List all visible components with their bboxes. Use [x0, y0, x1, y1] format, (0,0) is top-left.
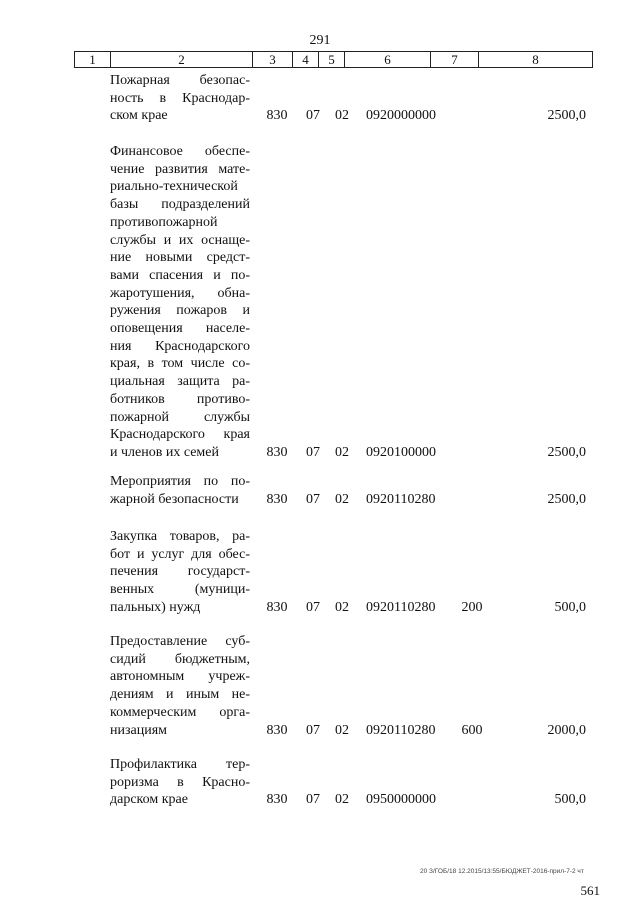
- description-line: венных (муници-: [110, 582, 250, 598]
- description-line: службы и их оснаще-: [110, 232, 250, 248]
- description-line: жаротушения, обна-: [110, 285, 250, 301]
- cell-c3: 830: [266, 792, 288, 808]
- row-description: [110, 143, 250, 462]
- cell-c8: 500,0: [554, 792, 586, 808]
- row-description: [110, 473, 250, 508]
- row-description: [110, 528, 250, 617]
- description-line: края, в том числе со-: [110, 356, 250, 372]
- cell-c8: 2500,0: [547, 491, 586, 507]
- cell-c8: 2500,0: [547, 108, 586, 124]
- cell-c4: 07: [306, 491, 320, 507]
- cell-c3: 830: [266, 722, 288, 738]
- header-col-8: 8: [479, 52, 593, 68]
- description-line: печения государст-: [110, 564, 250, 580]
- description-line: пожарной службы: [110, 409, 250, 425]
- page-number: 291: [309, 33, 331, 48]
- description-line: чение развития мате-: [110, 161, 250, 177]
- description-line: ружения пожаров и: [110, 303, 250, 319]
- description-line: ния Краснодарского: [110, 338, 250, 354]
- description-line: ность в Краснодар-: [110, 90, 250, 106]
- description-line: коммерческим орга-: [110, 704, 250, 720]
- column-header-table: [74, 51, 593, 68]
- description-line: и членов их семей: [110, 444, 219, 460]
- description-line: дениям и иным не-: [110, 687, 250, 703]
- header-col-7: 7: [431, 52, 479, 68]
- cell-c6: 0920110280: [366, 722, 436, 738]
- cell-c5: 02: [335, 491, 349, 507]
- cell-c3: 830: [266, 108, 288, 124]
- cell-c4: 07: [306, 792, 320, 808]
- description-line: Закупка товаров, ра-: [110, 529, 250, 544]
- cell-c6: 0920100000: [366, 444, 436, 460]
- cell-c5: 02: [335, 444, 349, 460]
- description-line: противопожарной: [110, 214, 218, 230]
- cell-c5: 02: [335, 792, 349, 808]
- description-line: Финансовое обеспе-: [110, 144, 250, 159]
- cell-c8: 2000,0: [547, 722, 586, 738]
- header-col-3: 3: [253, 52, 293, 68]
- row-description: [110, 72, 250, 125]
- description-line: риально-технической: [110, 179, 238, 195]
- row-description: [110, 756, 250, 809]
- cell-c3: 830: [266, 444, 288, 460]
- description-line: ском крае: [110, 108, 168, 124]
- cell-c4: 07: [306, 722, 320, 738]
- description-line: ботников противо-: [110, 391, 250, 407]
- description-line: бот и услуг для обес-: [110, 546, 250, 562]
- cell-c5: 02: [335, 108, 349, 124]
- description-line: Профилактика тер-: [110, 757, 250, 772]
- description-line: Краснодарского края: [110, 427, 250, 443]
- description-line: автономным учреж-: [110, 669, 250, 685]
- description-line: роризма в Красно-: [110, 774, 250, 790]
- cell-c6: 0950000000: [366, 792, 436, 808]
- description-line: жарной безопасности: [110, 491, 239, 507]
- description-line: вами спасения и по-: [110, 267, 250, 283]
- header-col-1: 1: [75, 52, 111, 68]
- description-line: Мероприятия по по-: [110, 474, 250, 489]
- cell-c4: 07: [306, 599, 320, 615]
- cell-c8: 500,0: [554, 599, 586, 615]
- description-line: оповещения населе-: [110, 321, 250, 337]
- header-row: [75, 52, 593, 68]
- cell-c4: 07: [306, 108, 320, 124]
- header-col-2: 2: [111, 52, 253, 68]
- description-line: низациям: [110, 722, 168, 738]
- cell-c5: 02: [335, 722, 349, 738]
- cell-c6: 0920000000: [366, 108, 436, 124]
- cell-c7: 600: [461, 722, 483, 738]
- description-line: базы подразделений: [110, 197, 250, 213]
- row-description: [110, 633, 250, 739]
- description-line: циальная защита ра-: [110, 374, 250, 390]
- header-col-5: 5: [319, 52, 345, 68]
- cell-c5: 02: [335, 599, 349, 615]
- cell-c6: 0920110280: [366, 599, 436, 615]
- header-col-6: 6: [345, 52, 431, 68]
- description-line: Предоставление суб-: [110, 634, 250, 649]
- description-line: Пожарная безопас-: [110, 73, 250, 88]
- cell-c3: 830: [266, 599, 288, 615]
- description-line: пальных) нужд: [110, 599, 201, 615]
- description-line: ние новыми средст-: [110, 250, 250, 266]
- cell-c3: 830: [266, 491, 288, 507]
- description-line: дарском крае: [110, 792, 188, 808]
- cell-c4: 07: [306, 444, 320, 460]
- description-line: сидий бюджетным,: [110, 651, 250, 667]
- cell-c6: 0920110280: [366, 491, 436, 507]
- footer-document-code: 20 З/ГОБ/18 12.2015/13:55/БЮДЖЕТ-2016-прил-7-2 чт: [420, 868, 584, 875]
- footer-page-number: 561: [580, 883, 600, 898]
- header-col-4: 4: [293, 52, 319, 68]
- cell-c8: 2500,0: [547, 444, 586, 460]
- cell-c7: 200: [461, 599, 483, 615]
